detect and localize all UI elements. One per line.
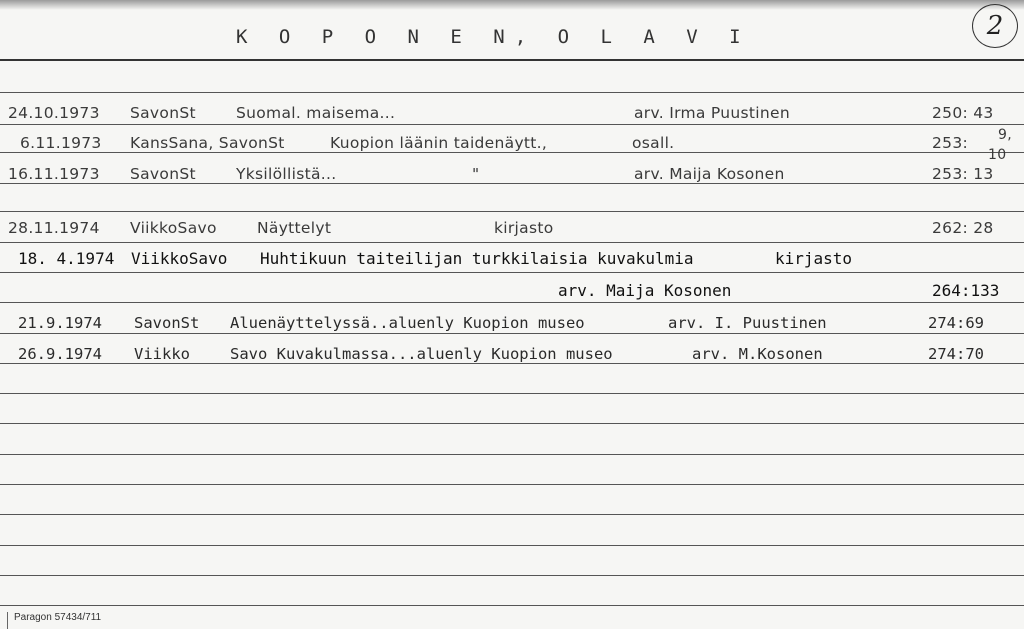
entry-date: 26.9.1974: [18, 345, 102, 363]
ruled-line: [0, 211, 1024, 212]
entry-ref-extra-top: 9,: [998, 127, 1012, 143]
ruled-line: [0, 124, 1024, 125]
scan-top-shadow: [0, 0, 1024, 10]
header-rule: [0, 59, 1024, 61]
entry-note: arv. Maija Kosonen: [634, 165, 785, 183]
ruled-line: [0, 514, 1024, 515]
entry-date: 16.11.1973: [8, 165, 100, 183]
entry-title: Yksilöllistä...: [236, 165, 337, 183]
entry-note: kirjasto: [775, 249, 853, 268]
ruled-line: [0, 393, 1024, 394]
entry-date: 6.11.1973: [20, 134, 102, 152]
ruled-line: [0, 242, 1024, 243]
entry-ref: 262: 28: [932, 219, 994, 237]
entry-ref: 253:: [932, 134, 969, 152]
ruled-line: [0, 423, 1024, 424]
ruled-line: [0, 272, 1024, 273]
entry-note: arv. Irma Puustinen: [634, 104, 790, 122]
entry-note: arv. I. Puustinen: [668, 314, 827, 332]
entry-note: arv. Maija Kosonen: [558, 281, 732, 300]
entry-source: ViikkoSavo: [131, 249, 228, 268]
card-header-name: K O P O N E N, O L A V I: [236, 26, 751, 48]
entry-ref: 253: 13: [932, 165, 994, 183]
entry-title: Suomal. maisema...: [236, 104, 396, 122]
entry-title: Kuopion läänin taidenäytt.,: [330, 134, 548, 152]
entry-ref: 274:69: [928, 314, 984, 332]
ruled-line: [0, 183, 1024, 184]
entry-source: SavonSt: [130, 165, 196, 183]
card-number-circle: 2: [972, 4, 1018, 48]
entry-note: arv. M.Kosonen: [692, 345, 823, 363]
entry-ditto: ": [472, 165, 480, 183]
card-footer-print: Paragon 57434/711: [14, 612, 102, 623]
ruled-line: [0, 454, 1024, 455]
entry-title: Aluenäyttelyssä..aluenly Kuopion museo: [230, 314, 585, 332]
entry-date: 18. 4.1974: [18, 249, 115, 268]
ruled-line: [0, 575, 1024, 576]
ruled-line: [0, 333, 1024, 334]
entry-note: osall.: [632, 134, 675, 152]
ruled-line: [0, 302, 1024, 303]
entry-date: 24.10.1973: [8, 104, 100, 122]
entry-title: Näyttelyt: [257, 219, 332, 237]
entry-note: kirjasto: [494, 219, 554, 237]
ruled-line: [0, 545, 1024, 546]
entry-ref: 250: 43: [932, 104, 994, 122]
entry-source: SavonSt: [130, 104, 196, 122]
entry-source: SavonSt: [134, 314, 200, 332]
entry-ref-extra-bottom: 10: [988, 147, 1007, 163]
ruled-line: [0, 92, 1024, 93]
entry-ref: 274:70: [928, 345, 984, 363]
ruled-line: [0, 152, 1024, 153]
margin-mark: [7, 612, 8, 629]
ruled-line: [0, 484, 1024, 485]
ruled-line: [0, 605, 1024, 606]
entry-date: 28.11.1974: [8, 219, 100, 237]
entry-date: 21.9.1974: [18, 314, 102, 332]
entry-ref: 264:133: [932, 281, 1000, 300]
ruled-line: [0, 363, 1024, 364]
entry-source: ViikkoSavo: [130, 219, 217, 237]
entry-source: KansSana, SavonSt: [130, 134, 285, 152]
entry-title: Savo Kuvakulmassa...aluenly Kuopion museo: [230, 345, 613, 363]
entry-source: Viikko: [134, 345, 190, 363]
entry-title: Huhtikuun taiteilijan turkkilaisia kuvakulmia: [260, 249, 694, 268]
